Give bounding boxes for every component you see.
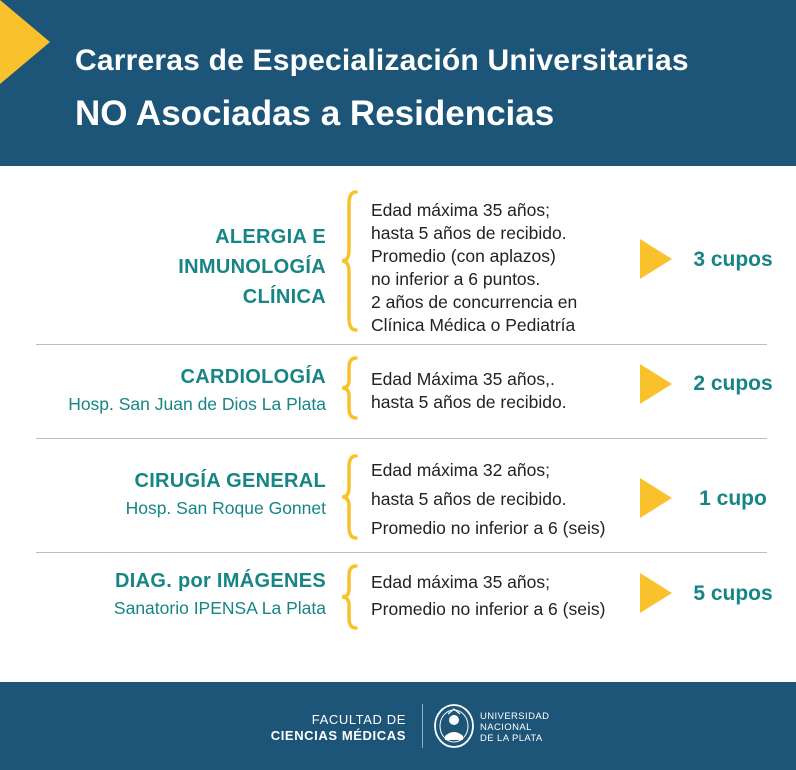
career-name-line: DIAG. por IMÁGENES <box>115 570 326 592</box>
requirement-line: Promedio no inferior a 6 (seis) <box>371 599 606 619</box>
requirements-list <box>371 199 577 337</box>
career-name <box>126 466 326 520</box>
arrow-right-icon <box>640 239 672 279</box>
footer-banner <box>0 682 796 770</box>
requirement-line: Edad máxima 35 años; <box>371 200 550 220</box>
cupos-count: 3 cupos <box>693 248 773 271</box>
cupos-count: 1 cupo <box>699 487 767 510</box>
hospital-name: Hosp. San Juan de Dios La Plata <box>68 394 326 414</box>
footer-divider <box>422 704 423 748</box>
bracket-icon <box>338 564 360 630</box>
arrow-right-icon <box>640 364 672 404</box>
career-name <box>68 362 326 416</box>
career-row-alergia <box>0 186 796 336</box>
university-name <box>480 711 549 744</box>
requirement-line: Promedio (con aplazos) <box>371 246 556 266</box>
bracket-icon <box>338 356 360 420</box>
requirement-line: Promedio no inferior a 6 (seis) <box>371 518 606 538</box>
requirement-line: Clínica Médica o Pediatría <box>371 315 576 335</box>
requirement-line: no inferior a 6 puntos. <box>371 269 541 289</box>
row-divider <box>36 438 767 439</box>
arrow-right-icon <box>640 573 672 613</box>
university-seal-icon <box>432 702 476 750</box>
cupos-count: 5 cupos <box>693 582 773 605</box>
cupos-count: 2 cupos <box>693 372 773 395</box>
bracket-icon <box>338 190 360 332</box>
career-row-diagnostico-imagenes <box>0 560 796 640</box>
career-row-cirugia <box>0 446 796 546</box>
title-line-2: NO Asociadas a Residencias <box>75 94 555 133</box>
requirement-line: Edad Máxima 35 años,. <box>371 369 555 389</box>
requirement-line: Edad máxima 32 años; <box>371 460 550 480</box>
career-name <box>178 222 326 312</box>
requirement-line: hasta 5 años de recibido. <box>371 223 567 243</box>
career-name-line: CIRUGÍA GENERAL <box>134 470 326 492</box>
title-line-1: Carreras de Especialización Universitarias <box>75 44 689 77</box>
hospital-name: Sanatorio IPENSA La Plata <box>113 598 326 618</box>
requirement-line: hasta 5 años de recibido. <box>371 489 567 509</box>
requirements-list <box>371 368 567 414</box>
career-row-cardiologia <box>0 352 796 432</box>
row-divider <box>36 552 767 553</box>
university-name-line: DE LA PLATA <box>480 733 543 744</box>
hospital-name: Hosp. San Roque Gonnet <box>125 498 326 518</box>
career-name-line: CARDIOLOGÍA <box>180 366 326 388</box>
faculty-name-line1: FACULTAD DE <box>311 712 406 727</box>
corner-triangle-icon <box>0 0 50 84</box>
requirement-line: 2 años de concurrencia en <box>371 292 578 312</box>
career-name <box>114 566 326 620</box>
row-divider <box>36 344 767 345</box>
career-name-line: ALERGIA E <box>215 226 326 248</box>
university-name-line: NACIONAL <box>480 722 532 733</box>
university-name-line: UNIVERSIDAD <box>480 711 550 722</box>
requirements-list <box>371 569 605 623</box>
requirements-list <box>371 456 605 543</box>
career-name-line: CLÍNICA <box>242 286 326 308</box>
requirement-line: Edad máxima 35 años; <box>371 572 550 592</box>
faculty-name-line2: CIENCIAS MÉDICAS <box>270 728 406 743</box>
arrow-right-icon <box>640 478 672 518</box>
career-name-line: INMUNOLOGÍA <box>178 256 326 278</box>
requirement-line: hasta 5 años de recibido. <box>371 392 567 412</box>
bracket-icon <box>338 454 360 540</box>
header-banner <box>0 0 796 166</box>
